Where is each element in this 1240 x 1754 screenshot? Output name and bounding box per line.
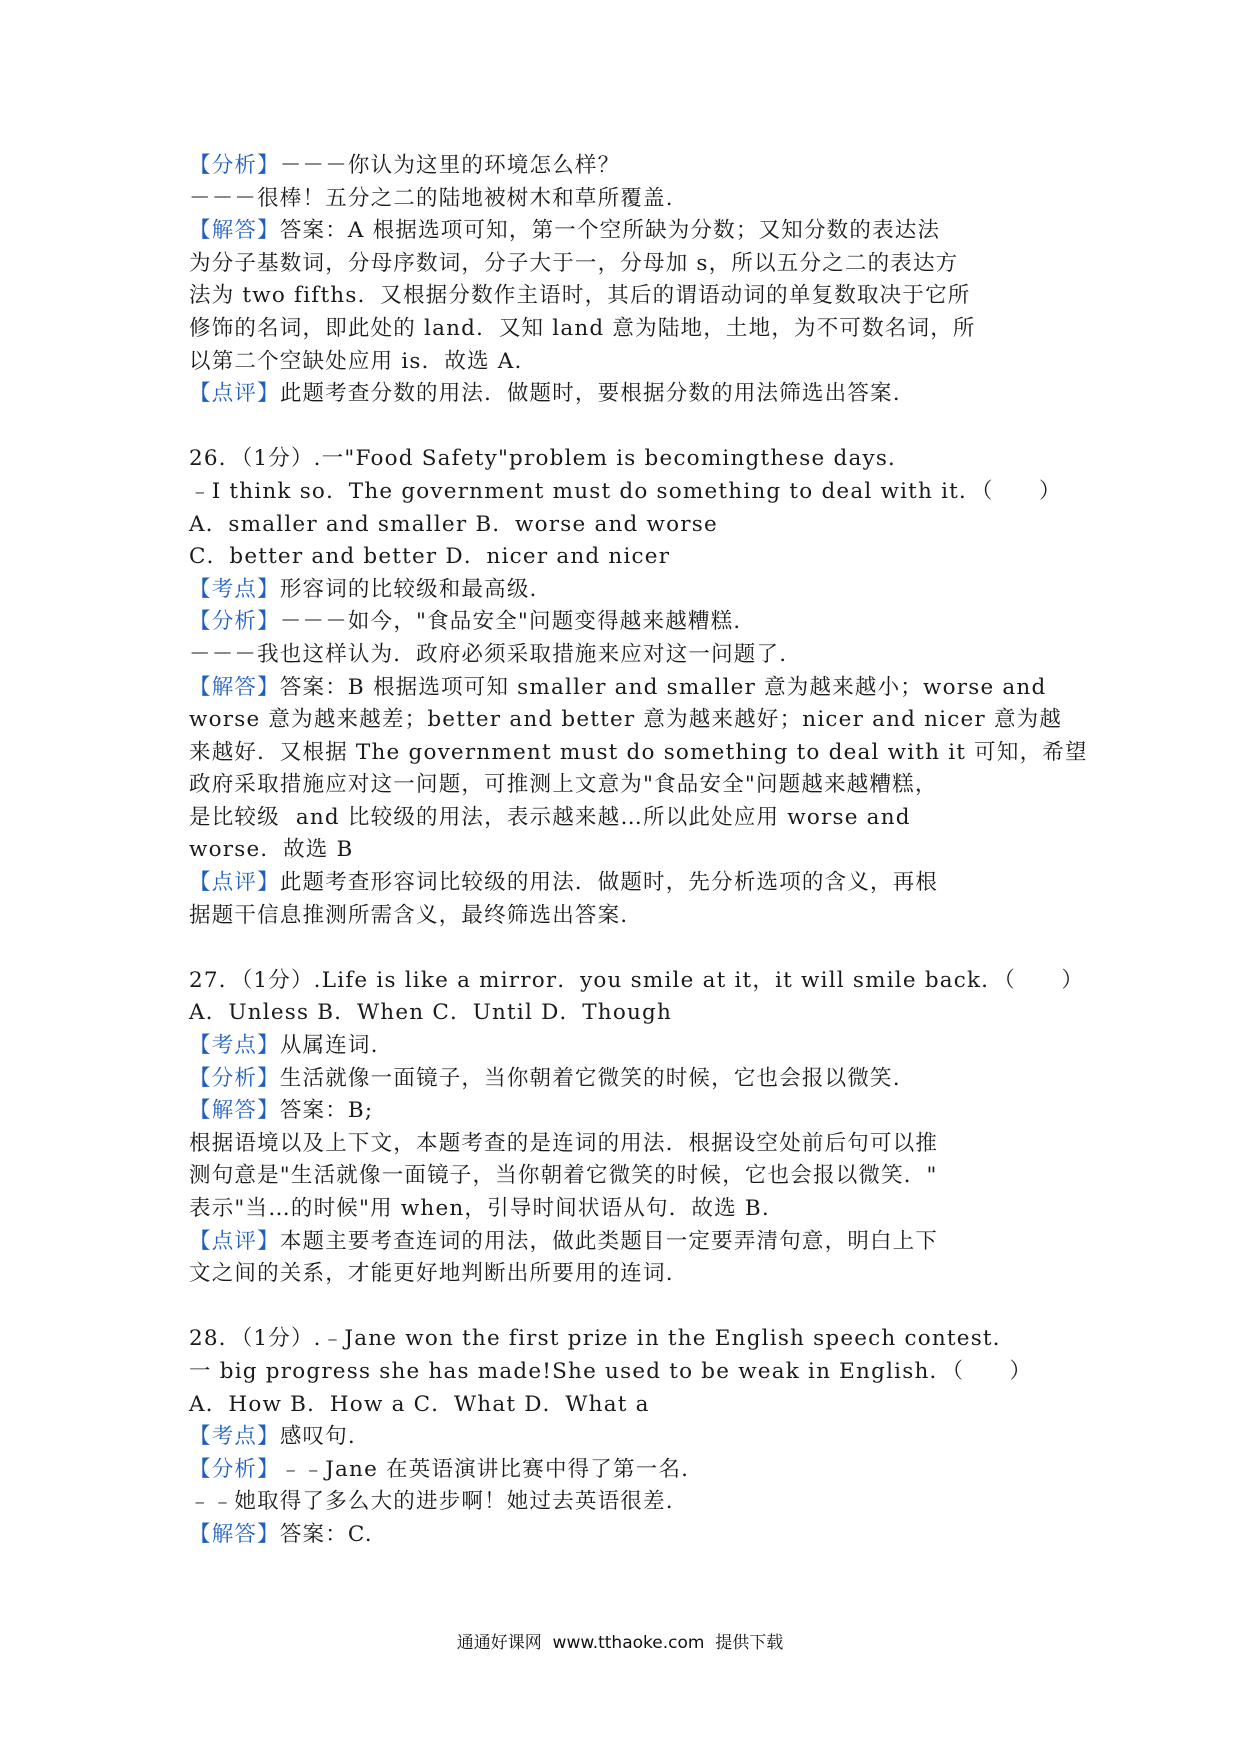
line-text: 修饰的名词，即此处的 land．又知 land 意为陆地，土地，为不可数名词，所 xyxy=(189,315,976,341)
text-line xyxy=(189,215,1069,248)
line-text: －－－很棒！五分之二的陆地被树木和草所覆盖. xyxy=(189,185,674,211)
line-text: 答案：B; xyxy=(279,1098,374,1124)
text-line xyxy=(189,1160,1069,1193)
section-tag-label: 【分析】 xyxy=(189,1065,280,1091)
text-line xyxy=(189,509,1069,542)
line-text: A．Unless B．When C．Until D．Though xyxy=(189,1000,673,1026)
text-line xyxy=(189,1063,1069,1096)
text-line xyxy=(189,280,1069,313)
section-tag-label: 【解答】 xyxy=(189,1098,280,1124)
line-text: A．smaller and smaller B．worse and worse xyxy=(189,511,718,537)
line-text: 法为 two fifths．又根据分数作主语时，其后的谓语动词的单复数取决于它所 xyxy=(189,283,971,309)
text-line xyxy=(189,1226,1069,1259)
text-line xyxy=(189,737,1088,770)
text-line xyxy=(189,672,1069,705)
section-tag-label: 【考点】 xyxy=(189,1033,280,1059)
text-line xyxy=(189,150,1069,183)
text-line xyxy=(189,476,1069,509)
line-text: ﹣﹣她取得了多么大的进步啊！她过去英语很差. xyxy=(189,1489,674,1515)
text-line xyxy=(189,346,1069,379)
line-text: －－－你认为这里的环境怎么样？ xyxy=(279,153,621,178)
text-line xyxy=(189,704,1069,737)
text-line xyxy=(189,900,1069,933)
text-line xyxy=(189,639,1069,672)
text-line xyxy=(189,1356,1069,1389)
section-tag-label: 【解答】 xyxy=(189,218,280,244)
text-line xyxy=(189,606,1069,639)
line-text: －－－如今，"食品安全"问题变得越来越糟糕. xyxy=(279,609,742,635)
line-text: 生活就像一面镜子，当你朝着它微笑的时候，它也会报以微笑. xyxy=(279,1065,901,1091)
paragraph-gap xyxy=(189,932,1069,965)
line-text: 是比较级 and 比较级的用法，表示越来越…所以此处应用 worse and xyxy=(189,804,911,830)
text-line xyxy=(189,1389,1069,1422)
line-text: 26．（1分）.一"Food Safety"problem is becomingthese days． xyxy=(189,446,911,472)
text-line xyxy=(189,802,1069,835)
line-text: 感叹句. xyxy=(279,1424,356,1450)
line-text: 来越好．又根据 The government must do something to deal with it 可知，希望 xyxy=(189,739,1088,765)
line-text: 答案：C. xyxy=(279,1521,373,1547)
line-text: 据题干信息推测所需含义，最终筛选出答案. xyxy=(189,902,629,928)
line-text: 从属连词. xyxy=(279,1033,379,1059)
line-text: 一 big progress she has made!She used to be weak in English．（ ） xyxy=(189,1358,1033,1384)
line-text: －－－我也这样认为．政府必须采取措施来应对这一问题了. xyxy=(189,641,788,667)
paragraph-gap xyxy=(189,1291,1069,1324)
text-line xyxy=(189,867,1069,900)
section-tag-label: 【解答】 xyxy=(189,674,280,700)
text-line xyxy=(189,1486,1069,1519)
section-tag-label: 【考点】 xyxy=(189,1424,280,1450)
section-tag-label: 【点评】 xyxy=(189,870,280,896)
section-tag-label: 【点评】 xyxy=(189,1228,280,1254)
section-tag-label: 【解答】 xyxy=(189,1521,280,1547)
line-text: 答案：B 根据选项可知 smaller and smaller 意为越来越小；worse and xyxy=(279,674,1047,700)
section-tag-label: 【考点】 xyxy=(189,576,280,602)
text-line xyxy=(189,965,1085,998)
section-tag-label: 【点评】 xyxy=(189,381,280,407)
text-line xyxy=(189,1421,1069,1454)
line-text: 此题考查分数的用法．做题时，要根据分数的用法筛选出答案. xyxy=(279,381,901,407)
text-line xyxy=(189,997,1069,1030)
line-text: 测句意是"生活就像一面镜子，当你朝着它微笑的时候，它也会报以微笑．" xyxy=(189,1163,938,1189)
text-line xyxy=(189,834,1069,867)
text-line xyxy=(189,378,1069,411)
text-line xyxy=(189,313,1069,346)
document-body xyxy=(189,150,1088,1552)
text-line xyxy=(189,443,1069,476)
page-footer[interactable]: 通通好课网 www.tthaoke.com 提供下载 xyxy=(456,1633,784,1653)
text-line xyxy=(189,574,1069,607)
line-text: C．better and better D．nicer and nicer xyxy=(189,544,671,570)
text-line xyxy=(189,541,1069,574)
line-text: 表示"当…的时候"用 when，引导时间状语从句．故选 B. xyxy=(189,1196,770,1221)
text-line xyxy=(189,1030,1069,1063)
text-line xyxy=(189,1454,1069,1487)
text-line xyxy=(189,1128,1069,1161)
line-text: 政府采取措施应对这一问题，可推测上文意为"食品安全"问题越来越糟糕， xyxy=(189,772,938,798)
line-text: 根据语境以及上下文，本题考查的是连词的用法．根据设空处前后句可以推 xyxy=(189,1130,939,1156)
line-text: 此题考查形容词比较级的用法．做题时，先分析选项的含义，再根 xyxy=(279,870,939,896)
line-text: 28．（1分）.﹣Jane won the first prize in the English speech contest． xyxy=(189,1326,1016,1352)
line-text: 27．（1分）.Life is like a mirror．you smile at it，it will smile back．（ ） xyxy=(189,967,1085,993)
section-tag-label: 【分析】 xyxy=(189,609,280,635)
line-text: 为分子基数词，分母序数词，分子大于一，分母加 s，所以五分之二的表达方 xyxy=(189,250,959,276)
text-line xyxy=(189,1258,1069,1291)
line-text: 以第二个空缺处应用 is．故选 A. xyxy=(189,348,523,374)
text-line xyxy=(189,1323,1069,1356)
section-tag-label: 【分析】 xyxy=(189,1456,280,1482)
text-line xyxy=(189,183,1069,216)
line-text: 答案：A 根据选项可知，第一个空所缺为分数；又知分数的表达法 xyxy=(279,218,941,244)
line-text: ﹣﹣Jane 在英语演讲比赛中得了第一名. xyxy=(279,1456,690,1482)
line-text: worse．故选 B xyxy=(189,837,354,863)
text-line xyxy=(189,1095,1069,1128)
text-line xyxy=(189,1519,1069,1552)
line-text: ﹣I think so．The government must do something to deal with it．（ ） xyxy=(189,478,1062,504)
text-line xyxy=(189,769,1069,802)
line-text: 文之间的关系，才能更好地判断出所要用的连词. xyxy=(189,1261,674,1287)
text-line xyxy=(189,1193,1069,1226)
line-text: worse 意为越来越差；better and better 意为越来越好；nicer and nicer 意为越 xyxy=(189,707,1063,733)
text-line xyxy=(189,248,1069,281)
line-text: A．How B．How a C．What D．What a xyxy=(189,1391,650,1417)
section-tag-label: 【分析】 xyxy=(189,153,280,178)
line-text: 本题主要考查连词的用法，做此类题目一定要弄清句意，明白上下 xyxy=(279,1228,939,1254)
paragraph-gap xyxy=(189,411,1069,444)
line-text: 形容词的比较级和最高级. xyxy=(279,576,538,602)
